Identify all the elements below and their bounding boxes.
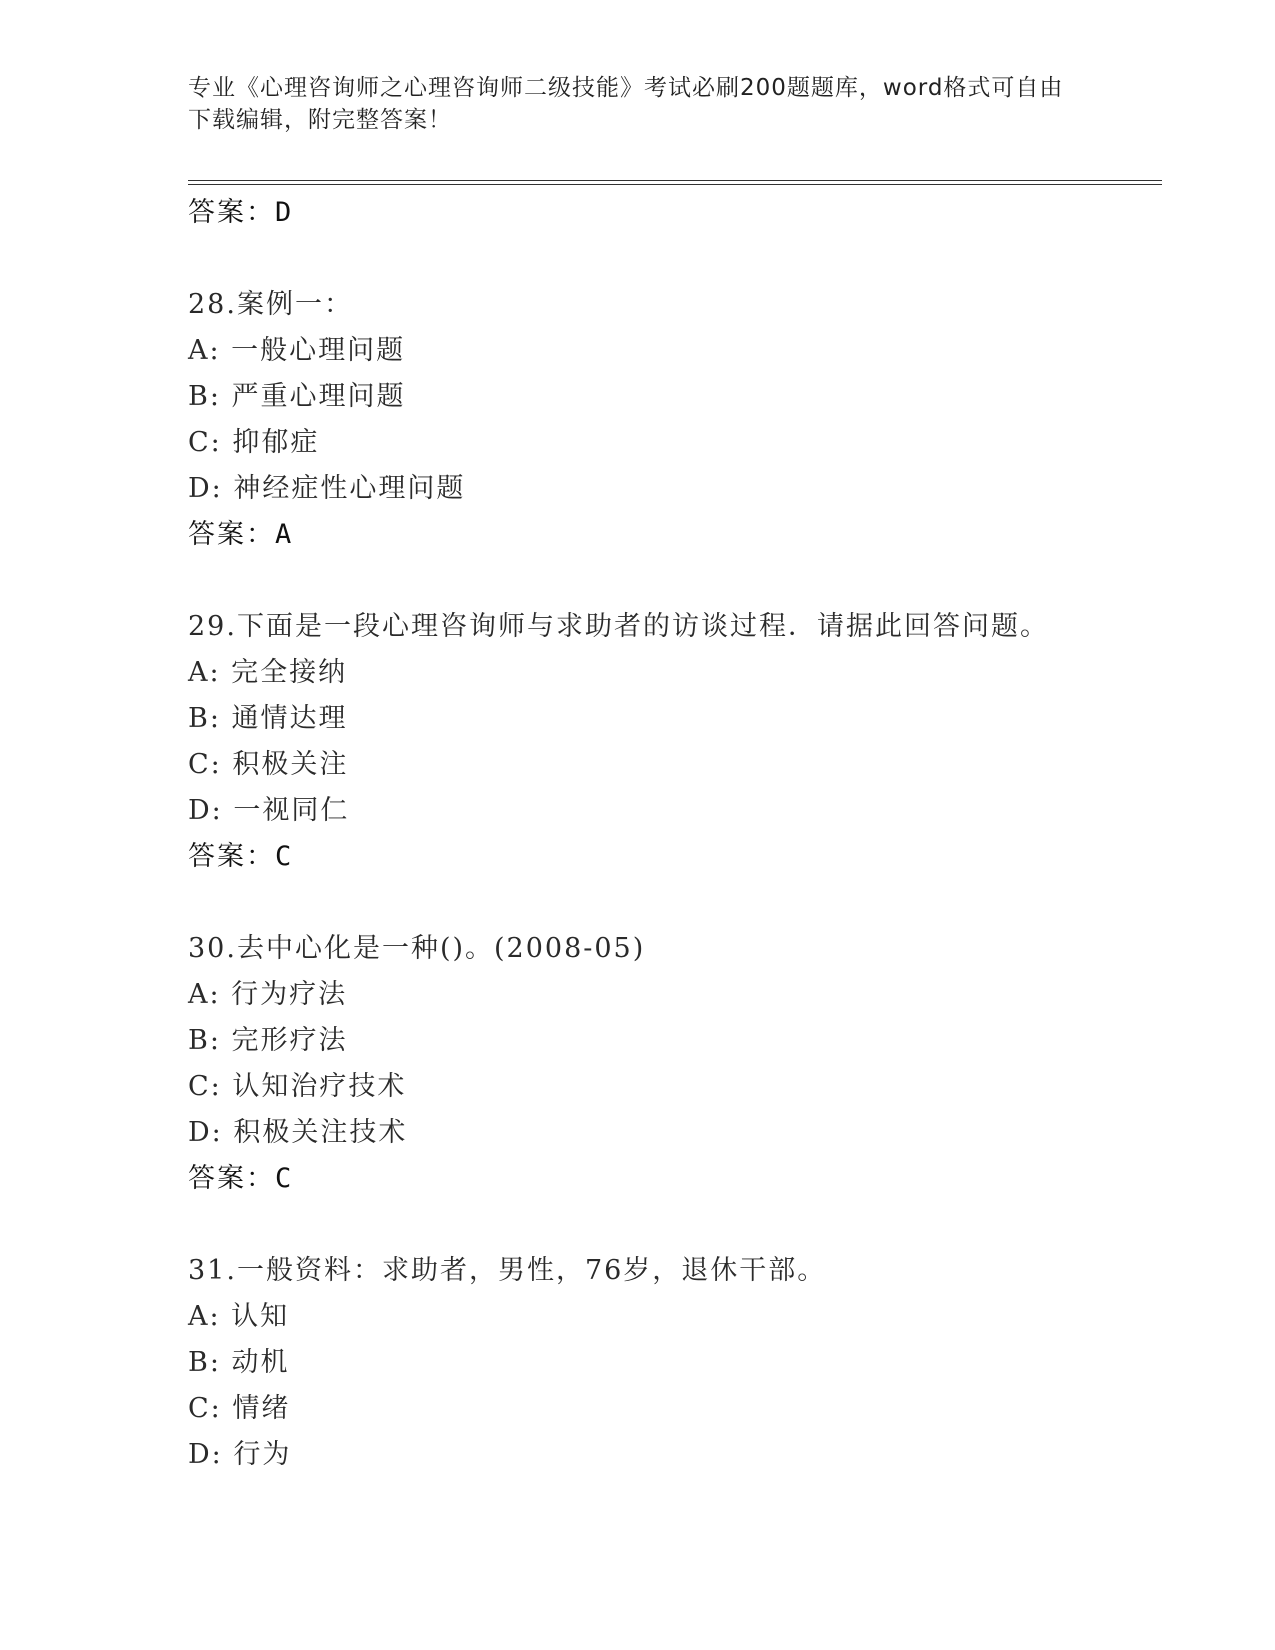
question-list (188, 190, 1162, 1478)
option-c: C: 积极关注 (188, 749, 349, 780)
question-stem: 31.一般资料：求助者，男性，76岁，退休干部。 (188, 1255, 827, 1286)
option-b: B: 完形疗法 (188, 1025, 348, 1056)
header-divider (188, 180, 1162, 181)
answer-label: 答案： (188, 519, 275, 550)
option-c: C: 情绪 (188, 1393, 291, 1424)
option-b: B: 通情达理 (188, 703, 348, 734)
answer-value: D (275, 197, 294, 228)
header-divider-secondary (188, 184, 1162, 185)
question-30 (188, 926, 1162, 1202)
answer-value: C (275, 1163, 294, 1194)
answer-line (188, 834, 1162, 880)
answer-label: 答案： (188, 841, 275, 872)
option-b: B: 动机 (188, 1347, 290, 1378)
option-a: A: 行为疗法 (188, 979, 348, 1010)
option-c: C: 认知治疗技术 (188, 1071, 407, 1102)
answer-value: C (275, 841, 294, 872)
question-29 (188, 604, 1162, 880)
document-header: 专业《心理咨询师之心理咨询师二级技能》考试必刷200题题库，word格式可自由下载编辑，附完整答案！ (188, 75, 1064, 133)
option-b: B: 严重心理问题 (188, 381, 406, 412)
answer-line (188, 1156, 1162, 1202)
answer-label: 答案： (188, 1163, 275, 1194)
answer-label: 答案： (188, 197, 275, 228)
option-c: C: 抑郁症 (188, 427, 320, 458)
answer-line (188, 190, 1162, 236)
question-stem: 29.下面是一段心理咨询师与求助者的访谈过程．请据此回答问题。 (188, 611, 1049, 642)
option-a: A: 认知 (188, 1301, 290, 1332)
option-d: D: 行为 (188, 1439, 292, 1470)
answer-line (188, 512, 1162, 558)
question-stem: 30.去中心化是一种()。(2008-05) (188, 933, 646, 964)
question-31 (188, 1248, 1162, 1478)
answer-value: A (275, 519, 294, 550)
option-d: D: 积极关注技术 (188, 1117, 408, 1148)
option-a: A: 一般心理问题 (188, 335, 406, 366)
question-stem: 28.案例一： (188, 289, 353, 320)
option-d: D: 一视同仁 (188, 795, 350, 826)
option-d: D: 神经症性心理问题 (188, 473, 466, 504)
question-28 (188, 282, 1162, 558)
option-a: A: 完全接纳 (188, 657, 348, 688)
